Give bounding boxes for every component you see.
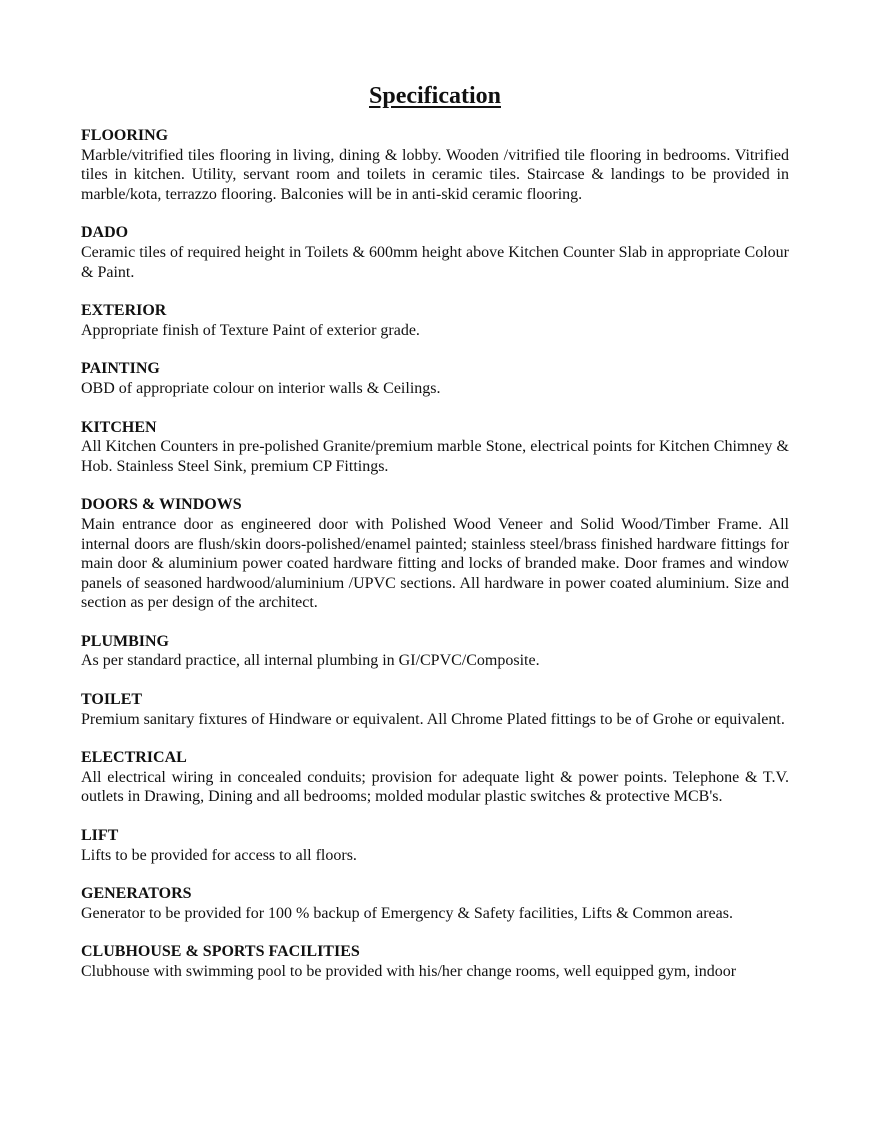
section-body: Ceramic tiles of required height in Toilets & 600mm height above Kitchen Counter Slab in appropriate Colour & Paint. (81, 243, 789, 281)
section-body: Clubhouse with swimming pool to be provided with his/her change rooms, well equipped gym, indoor (81, 963, 737, 980)
section-body: All electrical wiring in concealed conduits; provision for adequate light & power points. Telephone & T.V. outlets in Drawing, Dining and all bedrooms; molded modular plastic switches & protective MCB's. (81, 768, 789, 806)
section-electrical (81, 748, 789, 807)
section-heading: PAINTING (81, 360, 160, 378)
section-heading: FLOORING (81, 127, 169, 144)
section-heading: EXTERIOR (81, 302, 167, 320)
section-exterior (81, 301, 789, 340)
section-kitchen (81, 418, 789, 477)
section-clubhouse-sports (81, 942, 789, 981)
section-body: Lifts to be provided for access to all floors. (81, 846, 357, 864)
section-heading: TOILET (81, 691, 143, 709)
section-doors-windows (81, 495, 789, 613)
section-body: OBD of appropriate colour on interior walls & Ceilings. (81, 379, 441, 397)
section-body: Premium sanitary fixtures of Hindware or equivalent. All Chrome Plated fittings to be of Grohe or equivalent. (81, 710, 785, 728)
section-body: Generator to be provided for 100 % backup of Emergency & Safety facilities, Lifts & Common areas. (81, 904, 733, 922)
section-flooring (81, 126, 789, 204)
section-generators (81, 884, 789, 923)
section-body: Marble/vitrified tiles flooring in living, dining & lobby. Wooden /vitrified tile flooring in bedrooms. Vitrified tiles in kitchen. Utility, servant room and toilets in ceramic tiles. Staircase & landings to be provided in marble/kota, terrazzo flooring. Balconies will be in anti-skid ceramic flooring. (81, 146, 789, 203)
section-body: As per standard practice, all internal plumbing in GI/CPVC/Composite. (81, 652, 540, 670)
section-heading: PLUMBING (81, 632, 169, 650)
section-heading: DOORS & WINDOWS (81, 496, 242, 514)
section-body: Appropriate finish of Texture Paint of exterior grade. (81, 321, 420, 339)
section-body: All Kitchen Counters in pre-polished Granite/premium marble Stone, electrical points for Kitchen Chimney & Hob. Stainless Steel Sink, premium CP Fittings. (81, 438, 789, 475)
section-heading: CLUBHOUSE & SPORTS FACILITIES (81, 943, 360, 961)
section-heading: GENERATORS (81, 885, 192, 903)
section-dado (81, 223, 789, 282)
section-heading: KITCHEN (81, 418, 157, 436)
section-heading: LIFT (81, 827, 119, 845)
section-body: Main entrance door as engineered door with Polished Wood Veneer and Solid Wood/Timber Frame. All internal doors are flush/skin doors-polished/enamel painted; stainless steel/brass finished hardware fittings for main door & aluminium power coated hardware fitting and locks of branded make. Door frames and window panels of seasoned hardwood/aluminium /UPVC sections. All hardware in power coated aluminium. Size and section as per design of the architect. (81, 515, 789, 612)
section-plumbing (81, 632, 789, 671)
section-lift (81, 826, 789, 865)
section-heading: DADO (81, 224, 129, 242)
section-painting (81, 359, 789, 398)
section-heading: ELECTRICAL (81, 749, 187, 767)
section-toilet (81, 690, 789, 729)
document-page (81, 80, 789, 1001)
page-title: Specification (369, 83, 501, 109)
